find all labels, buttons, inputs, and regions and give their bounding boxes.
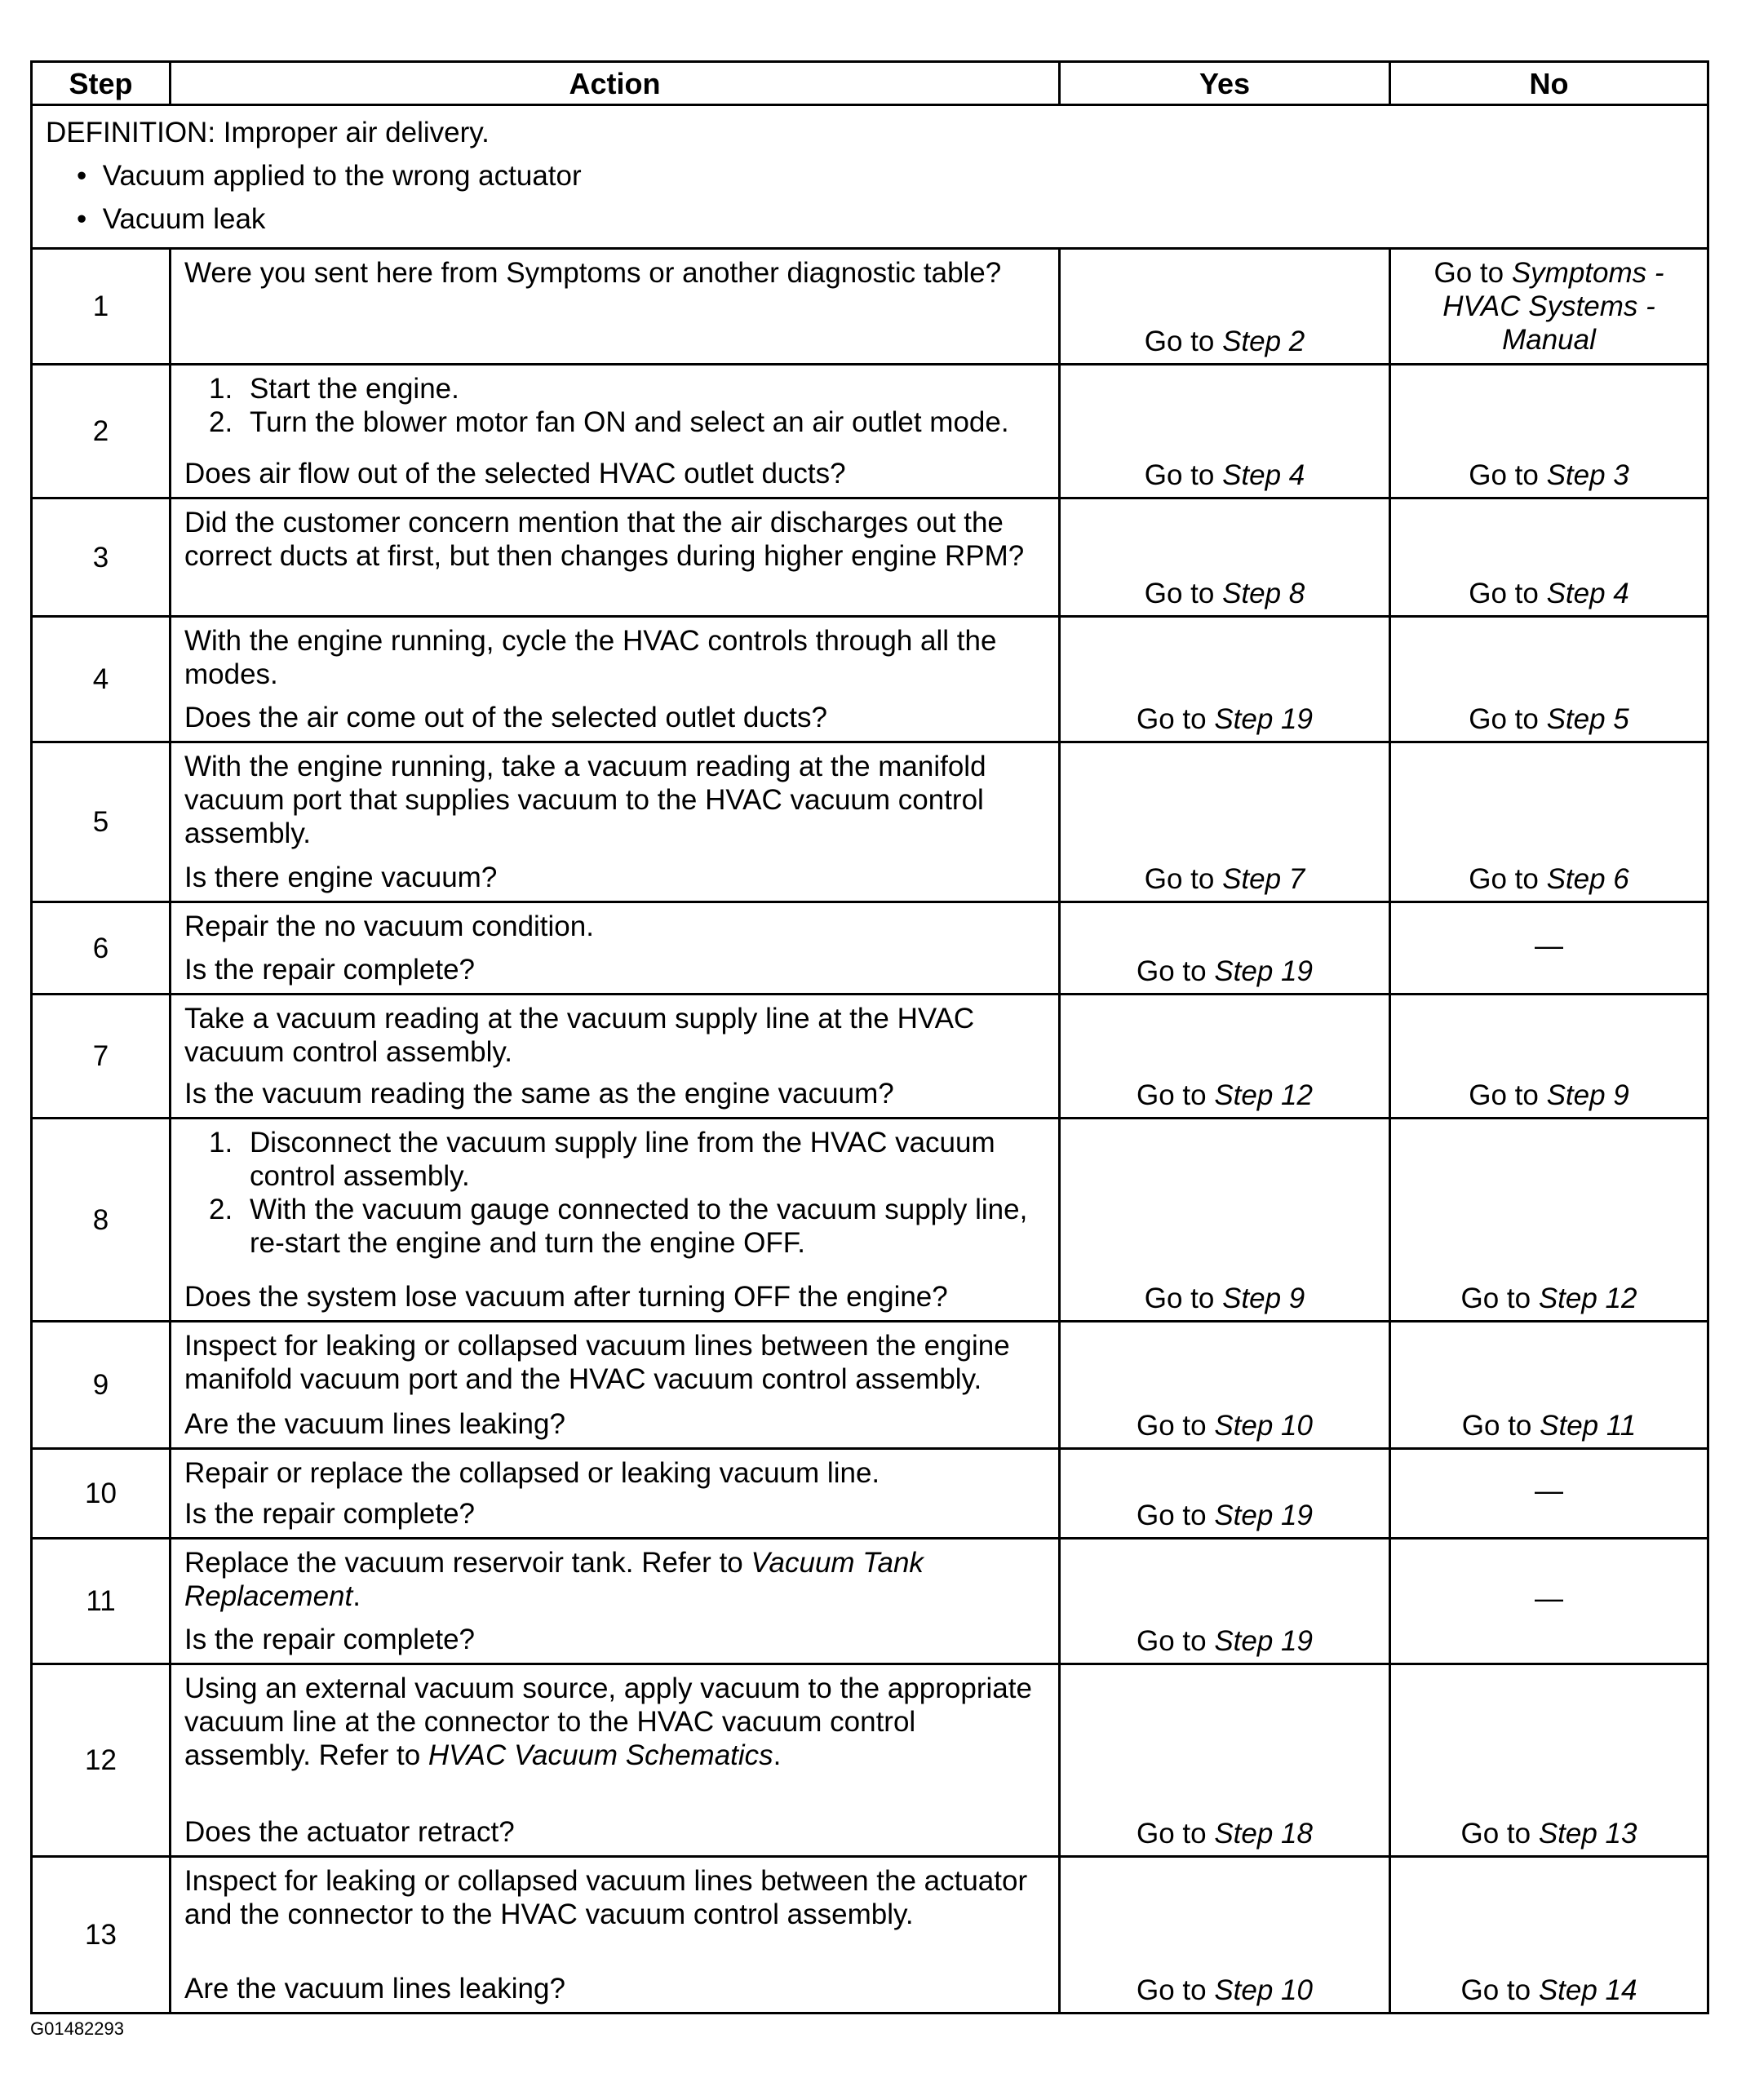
text-run: Replace the vacuum reservoir tank. Refer to [184, 1547, 751, 1579]
italic-ref: Vacuum Tank Replacement [184, 1547, 924, 1612]
action-content [184, 1456, 1048, 1531]
definition-bullet: • Vacuum applied to the wrong actuator [77, 160, 582, 192]
step-index: 2. [209, 1194, 233, 1225]
action-content [184, 1546, 1048, 1656]
italic-ref: Step 9 [1546, 1079, 1629, 1111]
text-run: Go to [1137, 1625, 1215, 1657]
header-yes: Yes [1060, 62, 1390, 105]
step-row [32, 365, 1708, 498]
header-step: Step [32, 62, 171, 105]
action-paragraph [184, 1864, 1048, 1931]
no-cell [1390, 995, 1708, 1119]
step-row [32, 902, 1708, 995]
step-number: 7 [32, 995, 171, 1119]
text-run: Go to [1137, 955, 1215, 987]
action-content [184, 506, 1048, 609]
yes-cell [1060, 1857, 1390, 2014]
action-paragraph [184, 1280, 1048, 1314]
text-run: With the vacuum gauge connected to the vacuum supply line, re-start the engine and turn the engine OFF. [250, 1194, 1028, 1259]
yes-cell [1060, 249, 1390, 365]
italic-ref: Step 11 [1540, 1410, 1637, 1442]
action-content [184, 750, 1048, 894]
text-run: Go to [1144, 578, 1223, 609]
action-paragraph [184, 1077, 1048, 1110]
action-cell [171, 742, 1060, 902]
text-run: Does the actuator retract? [184, 1816, 515, 1848]
text-run: Disconnect the vacuum supply line from the HVAC vacuum control assembly. [250, 1127, 995, 1192]
definition-bullet: • Vacuum leak [77, 203, 266, 235]
text-run: Is the repair complete? [184, 954, 476, 986]
step-index: 2. [209, 406, 233, 438]
text-run: Go to [1137, 1974, 1215, 2006]
header-no: No [1390, 62, 1708, 105]
step-number: 1 [32, 249, 171, 365]
text-run: Go to [1461, 1410, 1540, 1442]
yes-cell [1060, 365, 1390, 498]
italic-ref: Step 19 [1214, 1625, 1313, 1657]
step-instruction [250, 372, 459, 405]
action-paragraph [184, 1407, 1048, 1441]
action-paragraph [184, 624, 1048, 691]
step-row [32, 1857, 1708, 2014]
step-row [32, 1539, 1708, 1664]
italic-ref: Step 5 [1546, 703, 1629, 735]
action-content [184, 624, 1048, 734]
action-cell [171, 995, 1060, 1119]
action-paragraph [184, 1002, 1048, 1069]
text-run: Does the system lose vacuum after turning OFF the engine? [184, 1281, 948, 1313]
yes-cell [1060, 902, 1390, 995]
text-run: Inspect for leaking or collapsed vacuum lines between the engine manifold vacuum port and the HVAC vacuum control assembly. [184, 1330, 1010, 1395]
step-row [32, 742, 1708, 902]
action-paragraph [184, 1497, 1048, 1531]
no-cell [1390, 1664, 1708, 1857]
yes-cell [1060, 1449, 1390, 1539]
step-number: 6 [32, 902, 171, 995]
action-paragraph [184, 1815, 1048, 1849]
italic-ref: Step 18 [1214, 1818, 1313, 1850]
spacer [184, 1772, 1048, 1815]
italic-ref: Step 8 [1222, 578, 1305, 609]
italic-ref: Step 3 [1546, 459, 1629, 491]
text-run: — [1535, 1583, 1563, 1615]
action-cell [171, 365, 1060, 498]
italic-ref: HVAC Vacuum Schematics [428, 1739, 773, 1771]
action-cell [171, 902, 1060, 995]
action-paragraph [184, 1672, 1048, 1772]
text-run: Go to [1137, 703, 1215, 735]
text-run: Go to [1460, 1974, 1539, 2006]
bullet-text: Vacuum applied to the wrong actuator [102, 160, 582, 192]
text-run: Go to [1469, 703, 1547, 735]
step-row [32, 1322, 1708, 1449]
diagnostic-table [30, 60, 1709, 2014]
italic-ref: Step 19 [1214, 703, 1313, 735]
action-paragraph [184, 1623, 1048, 1656]
yes-cell [1060, 1119, 1390, 1322]
text-run: Is the repair complete? [184, 1624, 476, 1655]
no-cell [1390, 1449, 1708, 1539]
step-index: 1. [209, 373, 233, 405]
step-number: 3 [32, 498, 171, 617]
step-instruction [250, 1193, 1048, 1260]
italic-ref: Step 13 [1538, 1818, 1637, 1850]
spacer [184, 313, 1048, 357]
yes-cell [1060, 617, 1390, 742]
italic-ref: Step 19 [1214, 955, 1313, 987]
action-paragraph [184, 861, 1048, 894]
action-cell [171, 1664, 1060, 1857]
action-content [184, 1002, 1048, 1110]
numbered-step [184, 372, 1048, 405]
step-number: 5 [32, 742, 171, 902]
text-run: Is the repair complete? [184, 1498, 476, 1530]
action-paragraph [184, 1456, 1048, 1490]
bullet-text: Vacuum leak [102, 203, 266, 235]
action-content [184, 372, 1048, 490]
text-run: With the engine running, cycle the HVAC controls through all the modes. [184, 625, 997, 690]
no-line [1391, 256, 1707, 290]
text-run: Are the vacuum lines leaking? [184, 1973, 565, 2005]
text-run: Go to [1144, 459, 1223, 491]
italic-ref: HVAC Systems - [1442, 290, 1655, 322]
yes-cell [1060, 995, 1390, 1119]
text-run: Go to [1137, 1079, 1215, 1111]
no-line [1391, 290, 1707, 323]
numbered-step [184, 405, 1048, 439]
italic-ref: Step 12 [1538, 1283, 1637, 1314]
italic-ref: Step 4 [1222, 459, 1305, 491]
definition-cell [32, 105, 1708, 249]
italic-ref: Step 4 [1546, 578, 1629, 609]
definition-row [32, 105, 1708, 249]
text-run: Go to [1469, 1079, 1547, 1111]
text-run: Were you sent here from Symptoms or another diagnostic table? [184, 257, 1002, 289]
yes-cell [1060, 1539, 1390, 1664]
step-number: 4 [32, 617, 171, 742]
action-cell [171, 1857, 1060, 2014]
italic-ref: Step 7 [1222, 863, 1305, 895]
text-run: Go to [1469, 863, 1547, 895]
step-instruction [250, 405, 1009, 439]
no-cell [1390, 249, 1708, 365]
yes-cell [1060, 1664, 1390, 1857]
italic-ref: Step 10 [1214, 1410, 1313, 1442]
step-number: 8 [32, 1119, 171, 1322]
action-cell [171, 617, 1060, 742]
text-run: . [773, 1739, 782, 1771]
yes-cell [1060, 742, 1390, 902]
action-paragraph [184, 256, 1048, 290]
action-cell [171, 249, 1060, 365]
no-cell [1390, 365, 1708, 498]
text-run: Go to [1469, 578, 1547, 609]
italic-ref: Step 19 [1214, 1500, 1313, 1531]
italic-ref: Step 6 [1546, 863, 1629, 895]
action-paragraph [184, 953, 1048, 986]
no-cell [1390, 1857, 1708, 2014]
yes-cell [1060, 1322, 1390, 1449]
text-run: Did the customer concern mention that the air discharges out the correct ducts at first, but then changes during higher engine RPM? [184, 507, 1025, 572]
no-cell [1390, 902, 1708, 995]
italic-ref: Symptoms - [1511, 257, 1664, 289]
text-run: Go to [1144, 1283, 1223, 1314]
figure-id: G01482293 [30, 2018, 124, 2039]
italic-ref: Step 9 [1222, 1283, 1305, 1314]
text-run: With the engine running, take a vacuum reading at the manifold vacuum port that supplies vacuum to the HVAC vacuum control assembly. [184, 751, 986, 849]
step-row [32, 995, 1708, 1119]
no-line [1391, 323, 1707, 357]
step-number: 10 [32, 1449, 171, 1539]
numbered-step [184, 1193, 1048, 1260]
text-run: . [352, 1580, 361, 1612]
action-paragraph [184, 457, 1048, 490]
action-paragraph [184, 1329, 1048, 1396]
italic-ref: Step 2 [1222, 326, 1305, 357]
italic-ref: Step 14 [1538, 1974, 1637, 2006]
text-run: Repair or replace the collapsed or leaking vacuum line. [184, 1457, 880, 1489]
numbered-step [184, 1126, 1048, 1193]
action-paragraph [184, 1972, 1048, 2005]
no-cell [1390, 742, 1708, 902]
yes-cell [1060, 498, 1390, 617]
action-paragraph [184, 701, 1048, 734]
action-content [184, 910, 1048, 986]
action-cell [171, 1539, 1060, 1664]
header-row [32, 62, 1708, 105]
step-row [32, 617, 1708, 742]
action-content [184, 1329, 1048, 1441]
text-run: Go to [1460, 1818, 1539, 1850]
step-row [32, 1664, 1708, 1857]
step-row [32, 249, 1708, 365]
no-cell [1390, 1322, 1708, 1449]
step-number: 11 [32, 1539, 171, 1664]
no-cell [1390, 617, 1708, 742]
italic-ref: Step 10 [1214, 1974, 1313, 2006]
header-action: Action [171, 62, 1060, 105]
text-run: — [1535, 929, 1563, 962]
action-paragraph [184, 1546, 1048, 1613]
text-run: Go to [1144, 326, 1223, 357]
text-run: Go to [1137, 1818, 1215, 1850]
text-run: Does air flow out of the selected HVAC outlet ducts? [184, 458, 846, 490]
no-cell [1390, 1119, 1708, 1322]
step-row [32, 498, 1708, 617]
no-cell [1390, 1539, 1708, 1664]
text-run: Go to [1137, 1410, 1215, 1442]
step-row [32, 1119, 1708, 1322]
step-number: 9 [32, 1322, 171, 1449]
text-run: Is the vacuum reading the same as the engine vacuum? [184, 1078, 894, 1110]
step-number: 12 [32, 1664, 171, 1857]
text-run: Go to [1469, 459, 1547, 491]
text-run: Take a vacuum reading at the vacuum supply line at the HVAC vacuum control assembly. [184, 1003, 975, 1068]
text-run: Inspect for leaking or collapsed vacuum lines between the actuator and the connector to the HVAC vacuum control assembly. [184, 1865, 1028, 1930]
text-run: Go to [1433, 257, 1512, 289]
action-content [184, 1672, 1048, 1849]
italic-ref: Manual [1502, 324, 1596, 356]
action-content [184, 256, 1048, 357]
text-run: Repair the no vacuum condition. [184, 910, 594, 942]
text-run: Using an external vacuum source, apply vacuum to the appropriate vacuum line at the connector to the HVAC vacuum control assembly. Refer to [184, 1672, 1032, 1771]
no-cell [1390, 498, 1708, 617]
action-content [184, 1126, 1048, 1314]
text-run: Is there engine vacuum? [184, 862, 498, 893]
text-run: Go to [1460, 1283, 1539, 1314]
step-number: 13 [32, 1857, 171, 2014]
action-cell [171, 1322, 1060, 1449]
action-content [184, 1864, 1048, 2005]
action-paragraph [184, 506, 1048, 573]
step-number: 2 [32, 365, 171, 498]
action-cell [171, 1449, 1060, 1539]
action-cell [171, 498, 1060, 617]
step-index: 1. [209, 1127, 233, 1159]
italic-ref: Step 12 [1214, 1079, 1313, 1111]
text-run: Are the vacuum lines leaking? [184, 1408, 565, 1440]
action-paragraph [184, 910, 1048, 943]
text-run: Turn the blower motor fan ON and select an air outlet mode. [250, 406, 1009, 438]
step-row [32, 1449, 1708, 1539]
definition-text: DEFINITION: Improper air delivery. [46, 117, 490, 148]
action-cell [171, 1119, 1060, 1322]
text-run: — [1535, 1475, 1563, 1507]
text-run: Start the engine. [250, 373, 459, 405]
text-run: Does the air come out of the selected outlet ducts? [184, 702, 827, 733]
step-instruction [250, 1126, 1048, 1193]
action-paragraph [184, 750, 1048, 850]
text-run: Go to [1137, 1500, 1215, 1531]
text-run: Go to [1144, 863, 1223, 895]
